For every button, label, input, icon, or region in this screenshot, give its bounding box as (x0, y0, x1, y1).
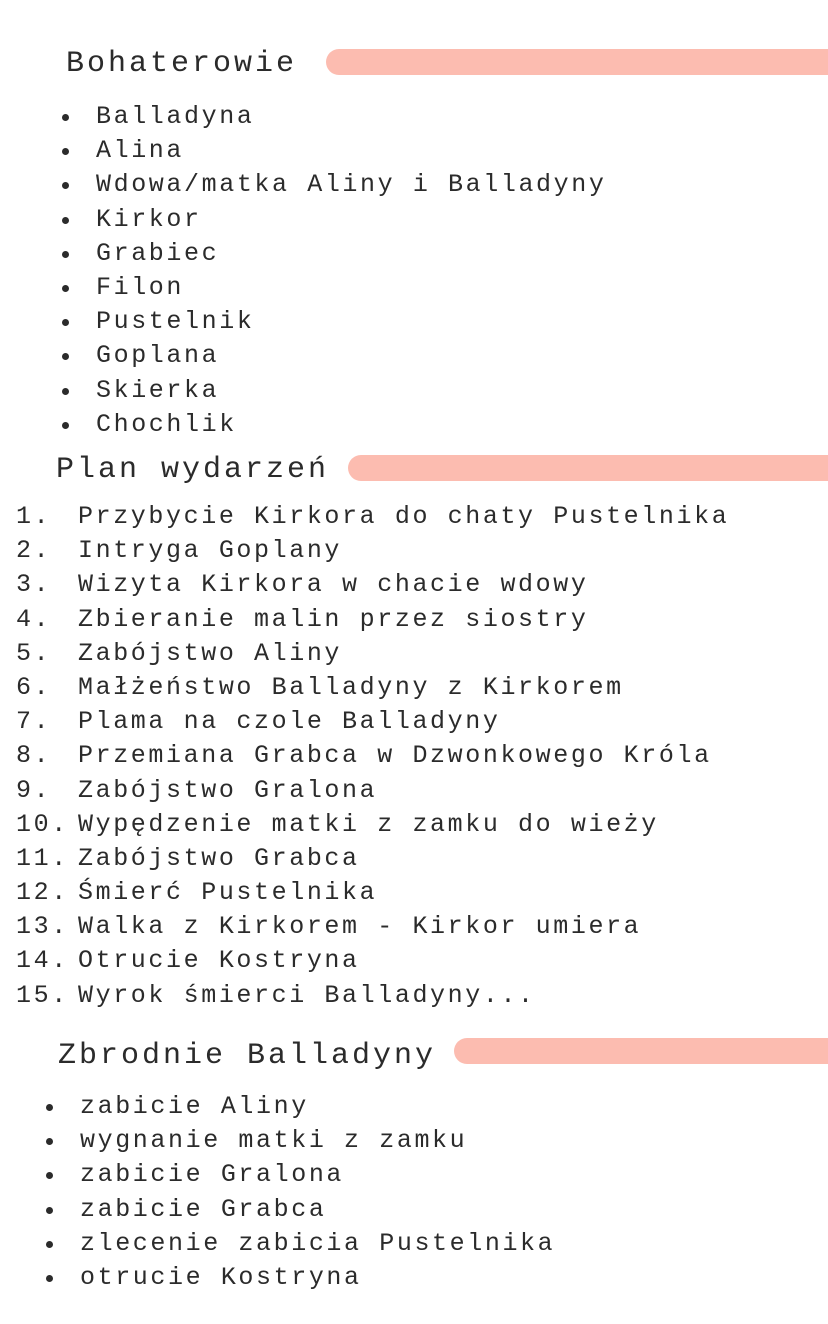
bullet-icon (46, 1104, 53, 1111)
list-item: Wdowa/matka Aliny i Balladyny (62, 168, 762, 202)
list-item: Pustelnik (62, 305, 762, 339)
bullet-icon (46, 1275, 53, 1282)
bullet-icon (62, 251, 69, 258)
list-item: Grabiec (62, 237, 762, 271)
list-item: Kirkor (62, 203, 762, 237)
heroes-heading: Bohaterowie (66, 47, 298, 81)
list-item: wygnanie matki z zamku (46, 1124, 746, 1158)
plan-list (16, 500, 816, 1013)
list-item: 10. Wypędzenie matki z zamku do wieży (16, 809, 659, 839)
bullet-icon (62, 148, 69, 155)
crimes-list (46, 1090, 746, 1295)
list-item: zabicie Gralona (46, 1158, 746, 1192)
bullet-icon (62, 353, 69, 360)
bullet-icon (62, 285, 69, 292)
list-item: Chochlik (62, 408, 762, 442)
list-item: 9. Zabójstwo Gralona (16, 775, 378, 805)
heroes-list (62, 100, 762, 442)
bullet-icon (62, 388, 69, 395)
list-item: 13. Walka z Kirkorem - Kirkor umiera (16, 912, 642, 942)
heroes-accent-bar (326, 49, 828, 75)
list-item: 12. Śmierć Pustelnika (16, 878, 378, 908)
plan-accent-bar (348, 455, 828, 481)
list-item: 6. Małżeństwo Balladyny z Kirkorem (16, 672, 624, 702)
list-item: 4. Zbieranie malin przez siostry (16, 604, 589, 634)
list-item: zabicie Grabca (46, 1193, 746, 1227)
bullet-icon (62, 422, 69, 429)
plan-heading: Plan wydarzeń (56, 453, 330, 487)
bullet-icon (62, 217, 69, 224)
list-item: 14. Otrucie Kostryna (16, 946, 360, 976)
list-item: 8. Przemiana Grabca w Dzwonkowego Króla (16, 741, 712, 771)
list-item: Filon (62, 271, 762, 305)
bullet-icon (46, 1207, 53, 1214)
list-item: 7. Plama na czole Balladyny (16, 707, 501, 737)
list-item: Skierka (62, 374, 762, 408)
list-item: 15. Wyrok śmierci Balladyny... (16, 980, 536, 1010)
bullet-icon (46, 1241, 53, 1248)
list-item: otrucie Kostryna (46, 1261, 746, 1295)
bullet-icon (46, 1138, 53, 1145)
list-item: Balladyna (62, 100, 762, 134)
crimes-accent-bar (454, 1038, 828, 1064)
bullet-icon (62, 182, 69, 189)
list-item: zlecenie zabicia Pustelnika (46, 1227, 746, 1261)
bullet-icon (62, 319, 69, 326)
bullet-icon (46, 1172, 53, 1179)
list-item: 11. Zabójstwo Grabca (16, 843, 360, 873)
bullet-icon (62, 114, 69, 121)
crimes-heading: Zbrodnie Balladyny (58, 1039, 437, 1073)
list-item: 5. Zabójstwo Aliny (16, 638, 343, 668)
list-item: 2. Intryga Goplany (16, 536, 343, 566)
list-item: 3. Wizyta Kirkora w chacie wdowy (16, 570, 589, 600)
list-item: Alina (62, 134, 762, 168)
list-item: Goplana (62, 339, 762, 373)
list-item: 1. Przybycie Kirkora do chaty Pustelnika (16, 502, 730, 531)
list-item: zabicie Aliny (46, 1090, 746, 1124)
